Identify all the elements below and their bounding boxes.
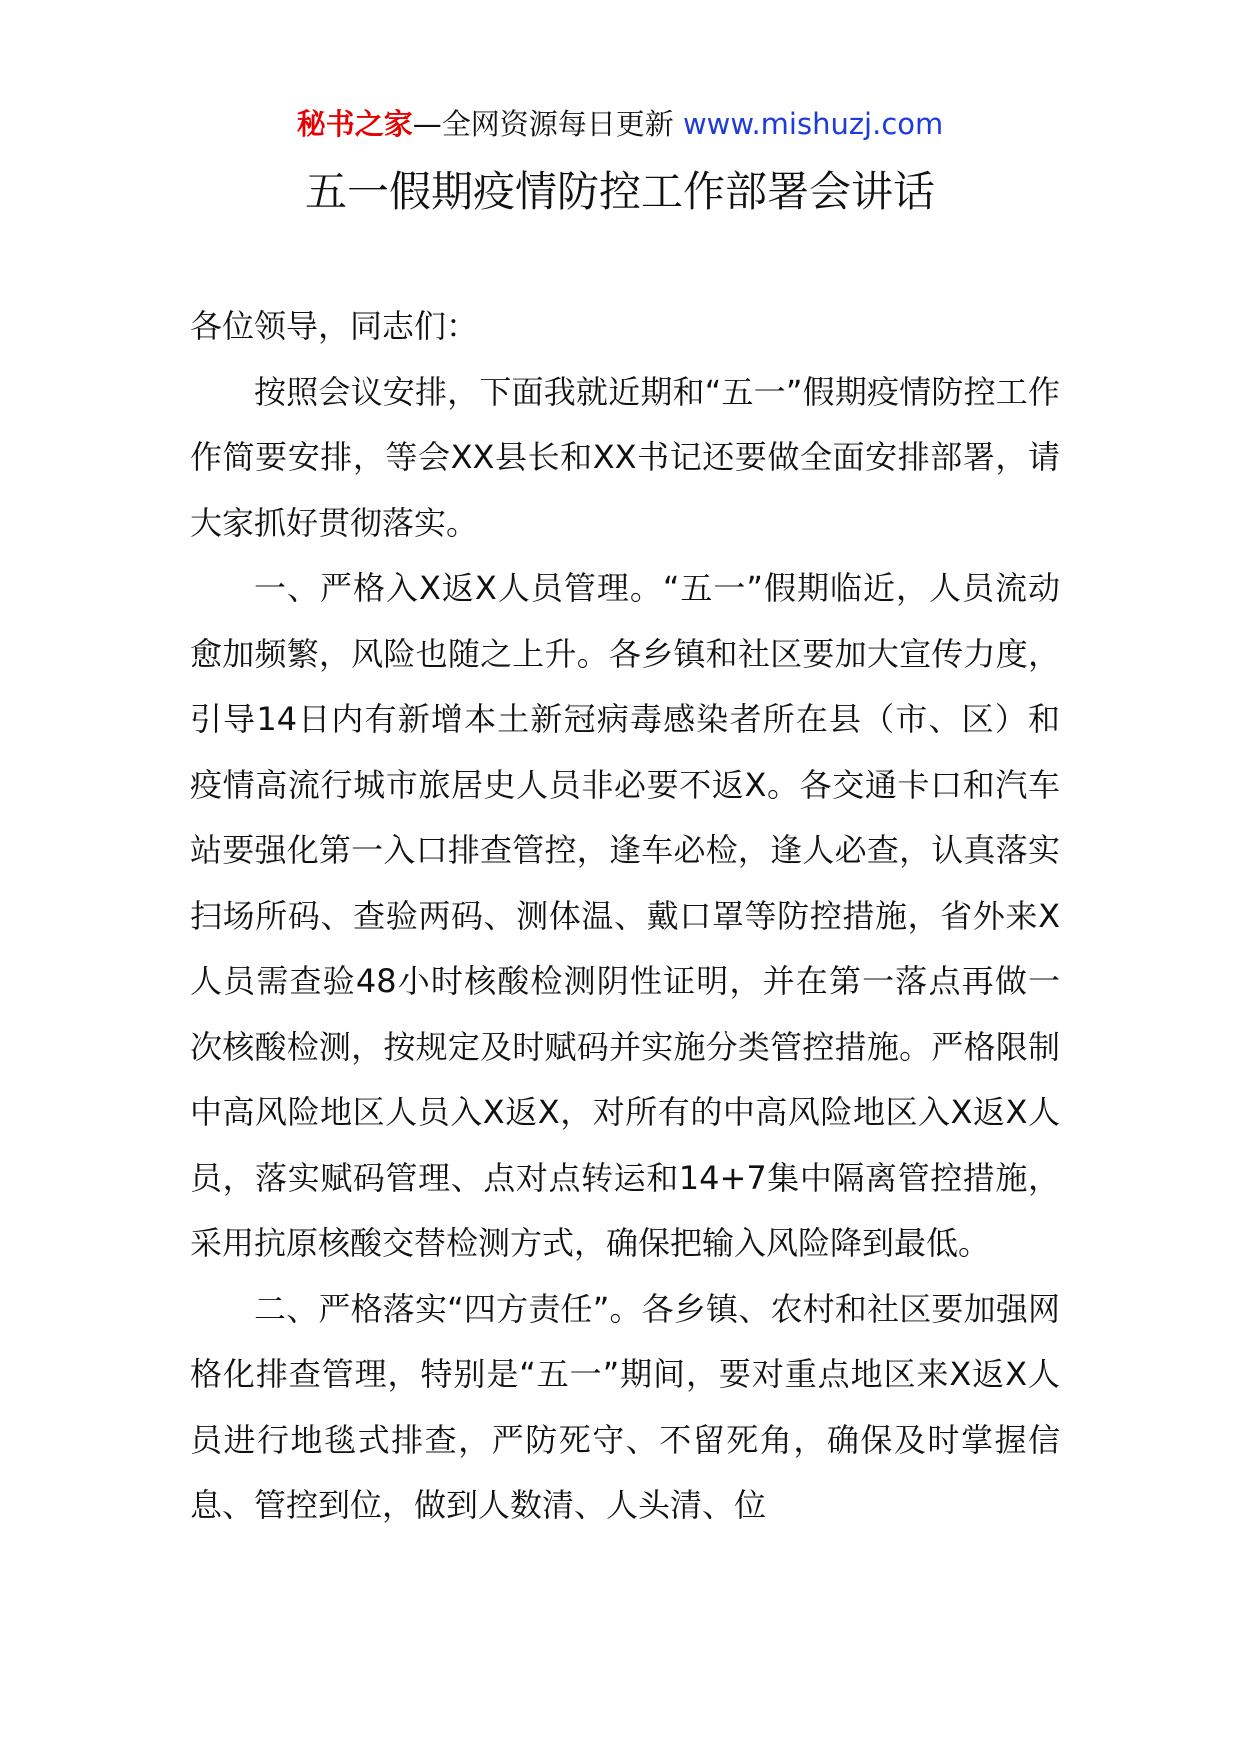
paragraph-intro: 按照会议安排，下面我就近期和“五一”假期疫情防控工作作简要安排，等会XX县长和XX书记还要做全面安排部署，请大家抓好贯彻落实。 bbox=[190, 372, 1060, 542]
document-title: 五一假期疫情防控工作部署会讲话 bbox=[304, 167, 935, 216]
paragraph-section-1: 一、严格入X返X人员管理。“五一”假期临近，人员流动愈加频繁，风险也随之上升。各乡镇和社区要加大宣传力度，引导14日内有新增本土新冠病毒感染者所在县（市、区）和疫情高流行城市旅居史人员非必要不返X。各交通卡口和汽车站要强化第一入口排查管控，逢车必检，逢人必查，认真落实扫场所码、查验两码、测体温、戴口罩等防控措施，省外来X人员需查验48小时核酸检测阴性证明，并在第一落点再做一次核酸检测，按规定及时赋码并实施分类管控措施。严格限制中高风险地区人员入X返X，对所有的中高风险地区入X返X人员，落实赋码管理、点对点转运和14+7集中隔离管控措施，采用抗原核酸交替检测方式，确保把输入风险降到最低。 bbox=[190, 569, 1060, 1262]
brand-name: 秘书之家 bbox=[296, 107, 413, 141]
website-url[interactable]: www.mishuzj.com bbox=[682, 107, 944, 141]
document-body bbox=[190, 294, 1060, 1539]
greeting: 各位领导，同志们： bbox=[190, 307, 479, 345]
watermark-header bbox=[0, 104, 1240, 144]
slogan: —全网资源每日更新 bbox=[412, 107, 683, 141]
paragraph-section-2: 二、严格落实“四方责任”。各乡镇、农村和社区要加强网格化排查管理，特别是“五一”期间，要对重点地区来X返X人员进行地毯式排查，严防死守、不留死角，确保及时掌握信息、管控到位，做到人数清、人头清、位 bbox=[190, 1289, 1060, 1524]
